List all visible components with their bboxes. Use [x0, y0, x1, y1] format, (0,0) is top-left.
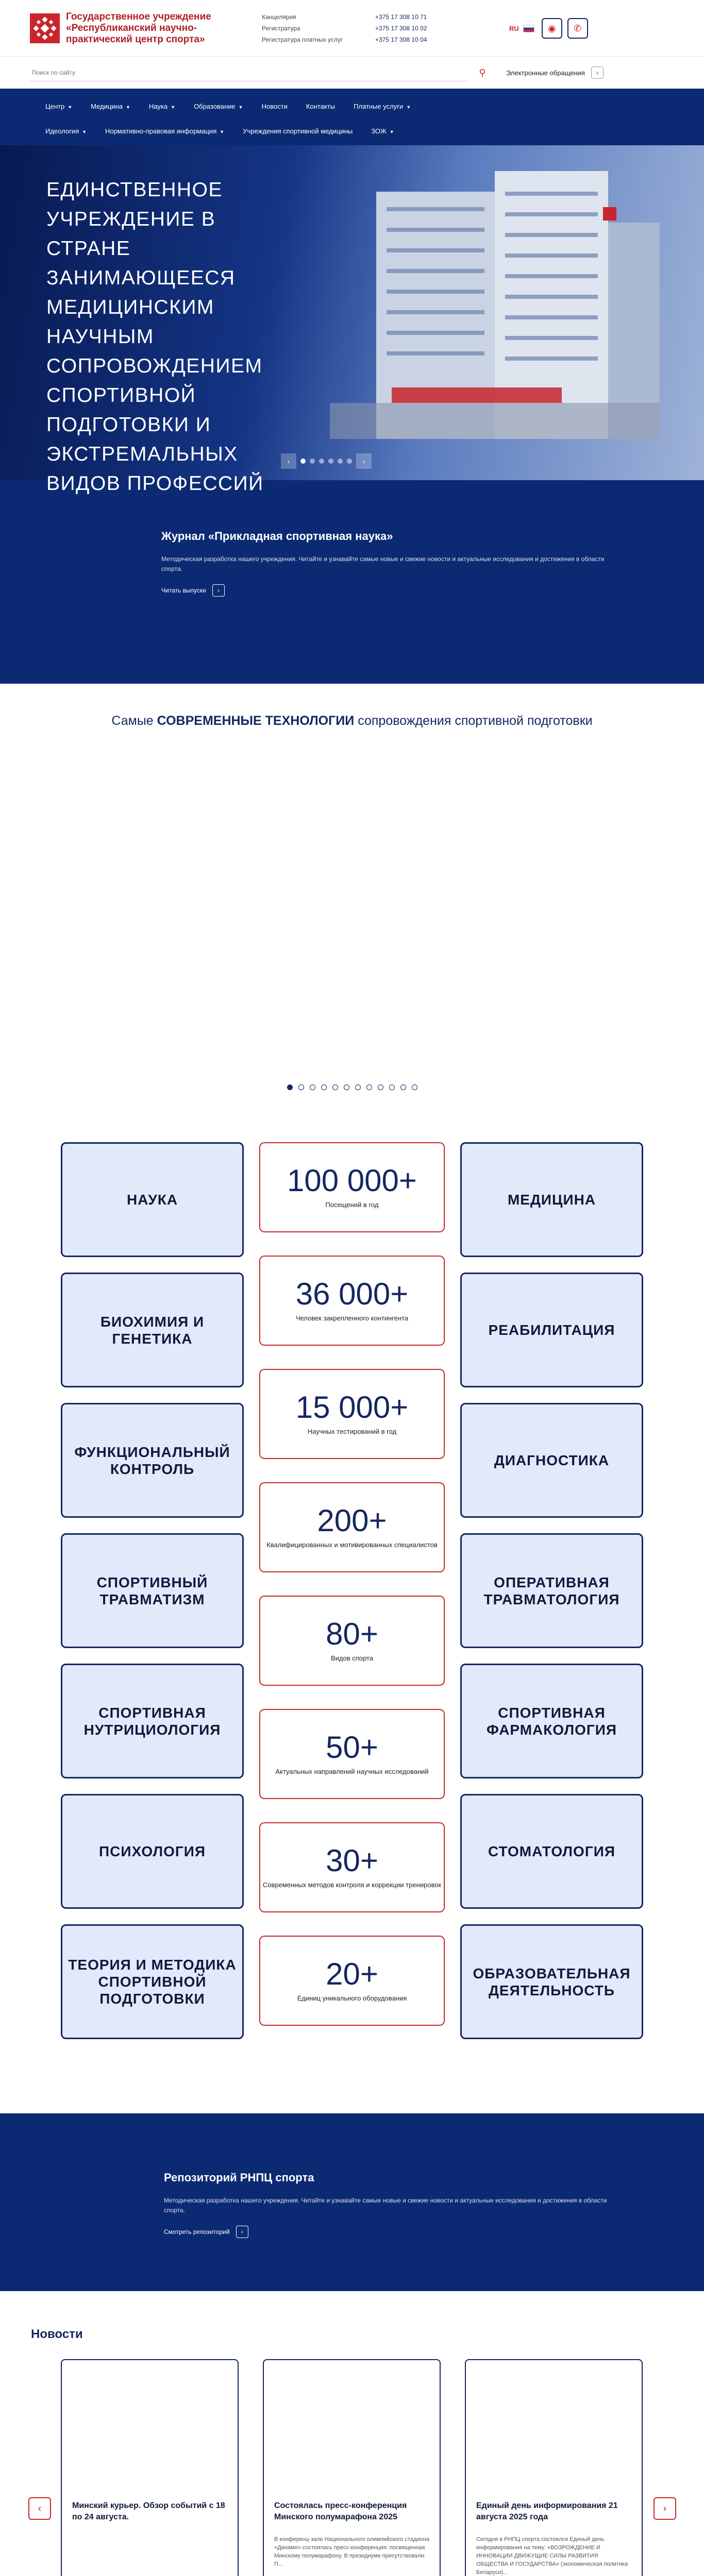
stat-label: Современных методов контроля и коррекции тренировок [262, 1881, 442, 1889]
e-appeal-label: Электронные обращения [506, 69, 585, 77]
stat-value: 36 000+ [295, 1277, 409, 1311]
stat-label: Посещений в год [325, 1201, 379, 1209]
nav-item-education[interactable]: Образование ▼ [194, 102, 243, 110]
logo[interactable] [30, 13, 60, 43]
stat-label: Человек закрепленного контингента [295, 1314, 409, 1322]
logo-icon [32, 15, 58, 41]
chevron-left-icon: ‹ [38, 2502, 42, 2514]
news-title: Состоялась пресс-конференция Минского полумарафона 2025 [274, 2501, 407, 2521]
direction-tile[interactable]: СПОРТИВНАЯ НУТРИЦИОЛОГИЯ [61, 1664, 244, 1778]
e-appeal-link[interactable] [506, 66, 604, 79]
stat-value: 20+ [326, 1957, 378, 1991]
hero-text: ЕДИНСТВЕННОЕ УЧРЕЖДЕНИЕ В СТРАНЕ ЗАНИМАЮЩЕЕСЯ МЕДИЦИНСКИМ НАУЧНЫМ СОПРОВОЖДЕНИЕМ СПОРТИВНОЙ ПОДГОТОВКИ И ЭКСТРЕМАЛЬНЫХ ВИДОВ ПРОФЕССИЙ [46, 179, 264, 495]
hero-banner [0, 145, 704, 495]
journal-title: Журнал «Прикладная спортивная наука» [161, 530, 393, 543]
chevron-down-icon: ▼ [82, 129, 87, 134]
news-section [0, 2291, 704, 2576]
direction-tile[interactable]: СПОРТИВНЫЙ ТРАВМАТИЗМ [61, 1533, 244, 1648]
direction-tile[interactable]: БИОХИМИЯ И ГЕНЕТИКА [61, 1273, 244, 1387]
news-next-button[interactable] [653, 2497, 676, 2520]
arrow-right-icon: › [236, 2226, 248, 2238]
technologies-heading [0, 684, 704, 728]
news-card[interactable] [263, 2359, 441, 2576]
stat-card [259, 1709, 445, 1799]
arrow-right-icon: › [212, 584, 225, 597]
phone-icon: ✆ [574, 23, 582, 33]
slider-dot[interactable] [389, 1084, 395, 1090]
slider-dot[interactable] [310, 1084, 315, 1090]
chevron-right-icon: › [663, 2502, 667, 2514]
heading-suffix: сопровождения спортивной подготовки [358, 714, 593, 728]
stat-card [259, 1369, 445, 1459]
stat-label: Единиц уникального оборудования [297, 1994, 407, 2002]
chevron-down-icon: ▼ [220, 129, 225, 134]
news-card[interactable] [465, 2359, 643, 2576]
accessibility-eye-button[interactable] [542, 18, 562, 39]
chevron-down-icon: ▼ [126, 104, 130, 110]
repository-title: Репозиторий РНПЦ спорта [164, 2171, 314, 2184]
repository-section [0, 2113, 704, 2291]
nav-item-ideology[interactable]: Идеология ▼ [45, 127, 87, 135]
nav-item-news[interactable]: Новости [261, 102, 288, 110]
direction-tile[interactable]: СТОМАТОЛОГИЯ [460, 1794, 643, 1909]
direction-tile[interactable]: ФУНКЦИОНАЛЬНЫЙ КОНТРОЛЬ [61, 1403, 244, 1518]
journal-link[interactable] [161, 584, 674, 597]
stat-card [259, 1822, 445, 1912]
stat-card [259, 1142, 445, 1232]
contact-phone[interactable]: +375 17 308 10 71 [375, 13, 427, 21]
heading-prefix: Самые [111, 714, 154, 728]
directions-section [0, 1142, 704, 2113]
contact-label: Регистратура [262, 25, 300, 32]
hero-slider-dot[interactable] [319, 459, 324, 464]
news-desc: В конференц-зале Национального олимпийского стадиона «Динамо» состоялась пресс-конференция, посвященная Минскому полумарафону. В президиуме присутствовали: П... [274, 2536, 429, 2567]
nav-item-science[interactable]: Наука ▼ [148, 102, 176, 110]
arrow-right-icon: › [591, 66, 604, 79]
hero-slider-dot[interactable] [300, 459, 306, 464]
chevron-down-icon: ▼ [238, 104, 243, 110]
contact-label: Регистратура платных услуг [262, 36, 343, 43]
search-icon[interactable]: ⚲ [479, 67, 486, 78]
chevron-down-icon: ▼ [406, 104, 411, 110]
nav-item-center[interactable]: Центр ▼ [45, 102, 73, 110]
contacts-block [262, 13, 489, 43]
stat-value: 30+ [326, 1843, 378, 1878]
chevron-down-icon: ▼ [171, 104, 176, 110]
nav-item-medicine[interactable]: Медицина ▼ [91, 102, 130, 110]
main-nav [0, 89, 704, 145]
hero-slider-dot[interactable] [347, 459, 352, 464]
stat-card [259, 1482, 445, 1572]
news-desc: Сегодня в РНПЦ спорта состоялся Единый день информирования на тему: «ВОЗРОЖДЕНИЕ И ИННОВАЦИИ ДВИЖУЩИЕ СИЛЫ РАЗВИТИЯ ОБЩЕСТВА И ГОСУДАРСТВА» (экономическая политика Беларуси)... [476, 2536, 628, 2575]
stat-label: Актуальных направлений научных исследований [275, 1768, 429, 1775]
stat-label: Научных тестирований в год [307, 1428, 397, 1435]
slider-dot[interactable] [298, 1084, 304, 1090]
slider-dot[interactable] [321, 1084, 327, 1090]
slider-dot[interactable] [366, 1084, 372, 1090]
news-title: Минский курьер. Обзор событий с 18 по 24 августа. [72, 2501, 225, 2521]
repository-link[interactable] [164, 2226, 674, 2238]
news-title: Единый день информирования 21 августа 2025 года [476, 2501, 618, 2521]
stat-value: 100 000+ [287, 1163, 417, 1198]
news-card[interactable] [61, 2359, 239, 2576]
direction-tile[interactable]: РЕАБИЛИТАЦИЯ [460, 1273, 643, 1387]
slider-dot[interactable] [400, 1084, 406, 1090]
nav-item-legal-info[interactable]: Нормативно-правовая информация ▼ [105, 127, 225, 135]
flag-icon [523, 25, 534, 32]
slider-dot[interactable] [355, 1084, 361, 1090]
stat-card [259, 1936, 445, 2026]
eye-icon: ◉ [547, 23, 556, 33]
slider-dot[interactable] [344, 1084, 349, 1090]
lang-code[interactable]: RU [509, 24, 519, 32]
chevron-right-icon[interactable]: › [356, 453, 372, 469]
contact-phone[interactable]: +375 17 308 10 02 [375, 25, 427, 32]
journal-text: Методическая разработка нашего учреждения. Читайте и узнавайте самые новые и свежие новости и актуальные исследования и достижения в области спорта. [161, 555, 605, 572]
nav-item-sports-medicine[interactable]: Учреждения спортивной медицины [243, 127, 353, 135]
stat-card [259, 1596, 445, 1686]
nav-item-contacts[interactable]: Контакты [306, 102, 336, 110]
hero-slider-controls [281, 453, 372, 469]
direction-tile[interactable]: ДИАГНОСТИКА [460, 1403, 643, 1518]
stat-value: 15 000+ [295, 1390, 409, 1425]
stat-value: 80+ [326, 1617, 378, 1651]
search-input[interactable] [30, 64, 468, 81]
repository-link-label: Смотреть репозиторий [164, 2228, 230, 2235]
technologies-section [0, 684, 704, 1142]
direction-tile[interactable]: ТЕОРИЯ И МЕТОДИКА СПОРТИВНОЙ ПОДГОТОВКИ [61, 1924, 244, 2039]
chevron-left-icon[interactable]: ‹ [281, 453, 296, 469]
direction-tile[interactable]: ОПЕРАТИВНАЯ ТРАВМАТОЛОГИЯ [460, 1533, 643, 1648]
phone-button[interactable] [567, 18, 588, 39]
heading-bold: СОВРЕМЕННЫЕ ТЕХНОЛОГИИ [157, 714, 355, 728]
hero-slider-dot[interactable] [328, 459, 333, 464]
news-prev-button[interactable] [28, 2497, 51, 2520]
org-name: Государственное учреждение «Республиканский научно-практический центр спорта» [66, 11, 211, 45]
stat-label: Видов спорта [330, 1654, 374, 1662]
stat-value: 50+ [326, 1730, 378, 1765]
direction-tile[interactable]: СПОРТИВНАЯ ФАРМАКОЛОГИЯ [460, 1664, 643, 1778]
direction-tile[interactable]: МЕДИЦИНА [460, 1142, 643, 1257]
contact-label: Канцелярия [262, 13, 296, 21]
slider-dot[interactable] [378, 1084, 383, 1090]
nav-item-healthy-lifestyle[interactable]: ЗОЖ ▼ [371, 127, 394, 135]
nav-item-paid-services[interactable]: Платные услуги ▼ [354, 102, 411, 110]
technologies-slider-dots [0, 1084, 704, 1090]
slider-dot[interactable] [332, 1084, 338, 1090]
news-heading: Новости [31, 2327, 83, 2341]
direction-tile[interactable]: НАУКА [61, 1142, 244, 1257]
slider-dot[interactable] [287, 1084, 293, 1090]
journal-link-label: Читать выпуски [161, 587, 206, 594]
hero-slider-dot[interactable] [338, 459, 343, 464]
language-switcher[interactable] [509, 25, 534, 32]
chevron-down-icon: ▼ [389, 129, 394, 134]
journal-section [0, 480, 704, 684]
site-header [0, 0, 704, 57]
stat-label: Квалифицированных и мотивированных специалистов [266, 1541, 438, 1549]
direction-tile[interactable]: ОБРАЗОВАТЕЛЬНАЯ ДЕЯТЕЛЬНОСТЬ [460, 1924, 643, 2039]
contact-phone[interactable]: +375 17 308 10 04 [375, 36, 427, 43]
direction-tile[interactable]: ПСИХОЛОГИЯ [61, 1794, 244, 1909]
building-image [330, 161, 660, 439]
search-row [0, 57, 704, 89]
repository-text: Методическая разработка нашего учреждения. Читайте и узнавайте самые новые и свежие новости и актуальные исследования и достижения в области спорта. [164, 2197, 607, 2214]
stat-card [259, 1256, 445, 1346]
chevron-down-icon: ▼ [68, 104, 73, 110]
hero-slider-dot[interactable] [310, 459, 315, 464]
slider-dot[interactable] [412, 1084, 417, 1090]
stat-value: 200+ [317, 1503, 387, 1538]
